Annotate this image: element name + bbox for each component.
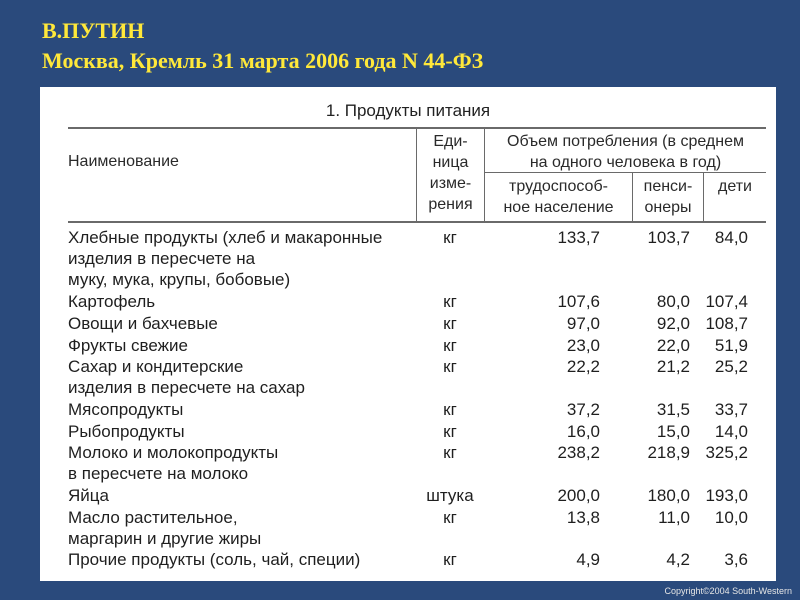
row-unit: кг: [443, 357, 457, 376]
header-able-bodied-line: трудоспособ-: [509, 178, 608, 195]
row-able-bodied-value: 37,2: [566, 400, 600, 419]
header-unit-line: Еди-: [433, 133, 468, 150]
top-rule: [68, 127, 766, 129]
table-panel: [40, 87, 776, 581]
row-name: [68, 356, 418, 398]
row-name: [68, 335, 418, 356]
row-able-bodied-value: 107,6: [557, 292, 600, 311]
row-children-value: 33,7: [714, 400, 748, 419]
row-unit: кг: [443, 550, 457, 569]
row-name-line: Хлебные продукты (хлеб и макаронные: [68, 228, 383, 247]
row-name: [68, 313, 418, 334]
header-pensioners-line: онеры: [644, 199, 692, 216]
row-name: [68, 227, 418, 290]
row-name-line: маргарин и другие жиры: [68, 529, 262, 548]
table-caption: 1. Продукты питания: [325, 101, 491, 120]
row-name-line: в пересчете на молоко: [68, 464, 249, 483]
header-consumption-line: на одного человека в год): [529, 154, 722, 171]
row-unit: штука: [426, 486, 474, 505]
slide-title: [42, 16, 483, 76]
row-name-line: Рыбопродукты: [68, 422, 185, 441]
row-children-value: 51,9: [714, 336, 748, 355]
header-consumption-line: Объем потребления (в среднем: [507, 133, 744, 150]
row-able-bodied-value: 16,0: [566, 422, 600, 441]
row-name: [68, 399, 418, 420]
row-unit: кг: [443, 314, 457, 333]
row-name-line: Овощи и бахчевые: [68, 314, 218, 333]
row-children-value: 108,7: [705, 314, 748, 333]
row-unit: кг: [443, 443, 457, 462]
row-name-line: Яйца: [68, 486, 109, 505]
row-pensioners-value: 103,7: [647, 228, 690, 247]
header-unit: [417, 131, 484, 215]
row-name-line: Фрукты свежие: [68, 336, 188, 355]
row-children-value: 25,2: [714, 357, 748, 376]
header-unit-line: изме-: [429, 175, 472, 192]
row-children-value: 14,0: [714, 422, 748, 441]
row-unit: кг: [443, 422, 457, 441]
row-unit: кг: [443, 228, 457, 247]
row-pensioners-value: 15,0: [656, 422, 690, 441]
row-able-bodied-value: 97,0: [566, 314, 600, 333]
row-unit: кг: [443, 292, 457, 311]
row-able-bodied-value: 13,8: [566, 508, 600, 527]
row-children-value: 107,4: [705, 292, 748, 311]
header-consumption: [485, 131, 766, 173]
row-children-value: 84,0: [714, 228, 748, 247]
header-name: Наименование: [68, 153, 179, 170]
header-pensioners-line: пенси-: [643, 178, 693, 195]
row-name-line: Прочие продукты (соль, чай, специи): [68, 550, 361, 569]
row-name-line: Картофель: [68, 292, 156, 311]
row-name-line: муку, мука, крупы, бобовые): [68, 270, 291, 289]
row-name-line: Сахар и кондитерские: [68, 357, 244, 376]
row-unit: кг: [443, 400, 457, 419]
slide-title-line-2: Москва, Кремль 31 марта 2006 года N 44-ФЗ: [42, 48, 484, 73]
header-bottom-rule: [68, 221, 766, 223]
row-name-line: Мясопродукты: [68, 400, 184, 419]
row-unit: кг: [443, 336, 457, 355]
row-name: [68, 291, 418, 312]
row-able-bodied-value: 4,9: [576, 550, 600, 569]
row-pensioners-value: 22,0: [656, 336, 690, 355]
row-pensioners-value: 218,9: [647, 443, 690, 462]
header-unit-line: ница: [432, 154, 469, 171]
row-name: [68, 549, 418, 570]
row-pensioners-value: 80,0: [656, 292, 690, 311]
row-children-value: 325,2: [705, 443, 748, 462]
row-able-bodied-value: 133,7: [557, 228, 600, 247]
row-pensioners-value: 11,0: [658, 508, 690, 527]
row-name-line: Масло растительное,: [68, 508, 238, 527]
row-name-line: Молоко и молокопродукты: [68, 443, 279, 462]
row-unit: кг: [443, 508, 457, 527]
row-children-value: 10,0: [714, 508, 748, 527]
header-unit-line: рения: [428, 196, 473, 213]
row-able-bodied-value: 23,0: [566, 336, 600, 355]
row-name: [68, 421, 418, 442]
row-name-line: изделия в пересчете на сахар: [68, 378, 305, 397]
row-children-value: 3,6: [724, 550, 748, 569]
row-pensioners-value: 31,5: [656, 400, 690, 419]
row-name: [68, 485, 418, 506]
header-children: дети: [718, 178, 752, 195]
row-able-bodied-value: 200,0: [557, 486, 600, 505]
row-name-line: изделия в пересчете на: [68, 249, 256, 268]
row-pensioners-value: 4,2: [666, 550, 690, 569]
row-name: [68, 507, 418, 549]
row-pensioners-value: 21,2: [656, 357, 690, 376]
row-pensioners-value: 92,0: [656, 314, 690, 333]
row-children-value: 193,0: [705, 486, 748, 505]
header-able-bodied: [485, 176, 632, 218]
row-pensioners-value: 180,0: [647, 486, 690, 505]
slide-title-line-1: В.ПУТИН: [42, 18, 145, 43]
row-name: [68, 442, 418, 484]
row-able-bodied-value: 22,2: [566, 357, 600, 376]
row-able-bodied-value: 238,2: [557, 443, 600, 462]
header-pensioners: [633, 176, 703, 218]
header-able-bodied-line: ное население: [503, 199, 614, 216]
copyright-notice: Copyright©2004 South-Western: [664, 586, 792, 596]
